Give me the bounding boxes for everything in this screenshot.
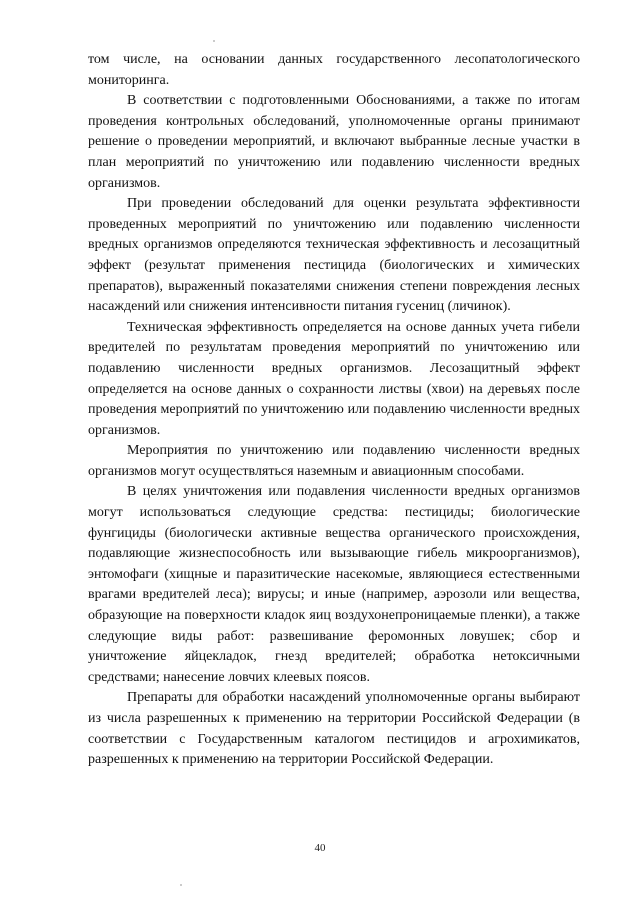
paragraph-decision: В соответствии с подготовленными Обоснованиями, а также по итогам проведения контрольных обследований, уполномоченные органы принимают решение о проведении мероприятий, и включают выбранные лесные участки в план мероприятий по уничтожению или подавлению численности вредных организмов. <box>88 93 580 191</box>
scan-speck <box>180 884 182 886</box>
paragraph-methods: Мероприятия по уничтожению или подавлению численности вредных организмов могут осуществляться наземным и авиационным способами. <box>88 443 580 479</box>
page-number: 40 <box>314 842 326 854</box>
scan-speck <box>213 40 215 42</box>
paragraph-continuation: том числе, на основании данных государственного лесопатологического мониторинга. <box>88 52 580 88</box>
paragraph-preparations: Препараты для обработки насаждений уполномоченные органы выбирают из числа разрешенных к применению на территории Российской Федерации (в соответствии с Государственным каталогом пестицидов и агрохимикатов, разрешенных к применению на территории Российской Федерации. <box>88 690 580 768</box>
paragraph-means: В целях уничтожения или подавления численности вредных организмов могут использоваться следующие средства: пестициды; биологические фунгициды (биологически активные вещества органического происхождения, подавляющие жизнеспособность или вызывающие гибель микроорганизмов), энтомофаги (хищные и паразитические насекомые, являющиеся естественными врагами вредителей леса); вирусы; и иные (например, аэрозоли или вещества, образующие на поверхности кладок яиц воздухонепроницаемые пленки), а также следующие виды работ: развешивание феромонных ловушек; сбор и уничтожение яйцекладок, гнезд вредителей; обработка нетоксичными средствами; нанесение ловчих клеевых поясов. <box>88 484 580 685</box>
paragraph-technical-efficiency: Техническая эффективность определяется на основе данных учета гибели вредителей по результатам проведения мероприятий по уничтожению или подавлению численности вредных организмов. Лесозащитный эффект определяется на основе данных о сохранности листвы (хвои) на деревьях после проведения мероприятий по уничтожению или подавлению численности вредных организмов. <box>88 319 580 438</box>
document-body <box>88 50 580 771</box>
paragraph-efficiency-assessment: При проведении обследований для оценки результата эффективности проведенных мероприятий по уничтожению или подавлению численности вредных организмов определяются техническая эффективность и лесозащитный эффект (результат применения пестицида (биологических и химических препаратов), выраженный показателями снижения степени повреждения лесных насаждений или снижения интенсивности питания гусениц (личинок). <box>88 196 580 315</box>
